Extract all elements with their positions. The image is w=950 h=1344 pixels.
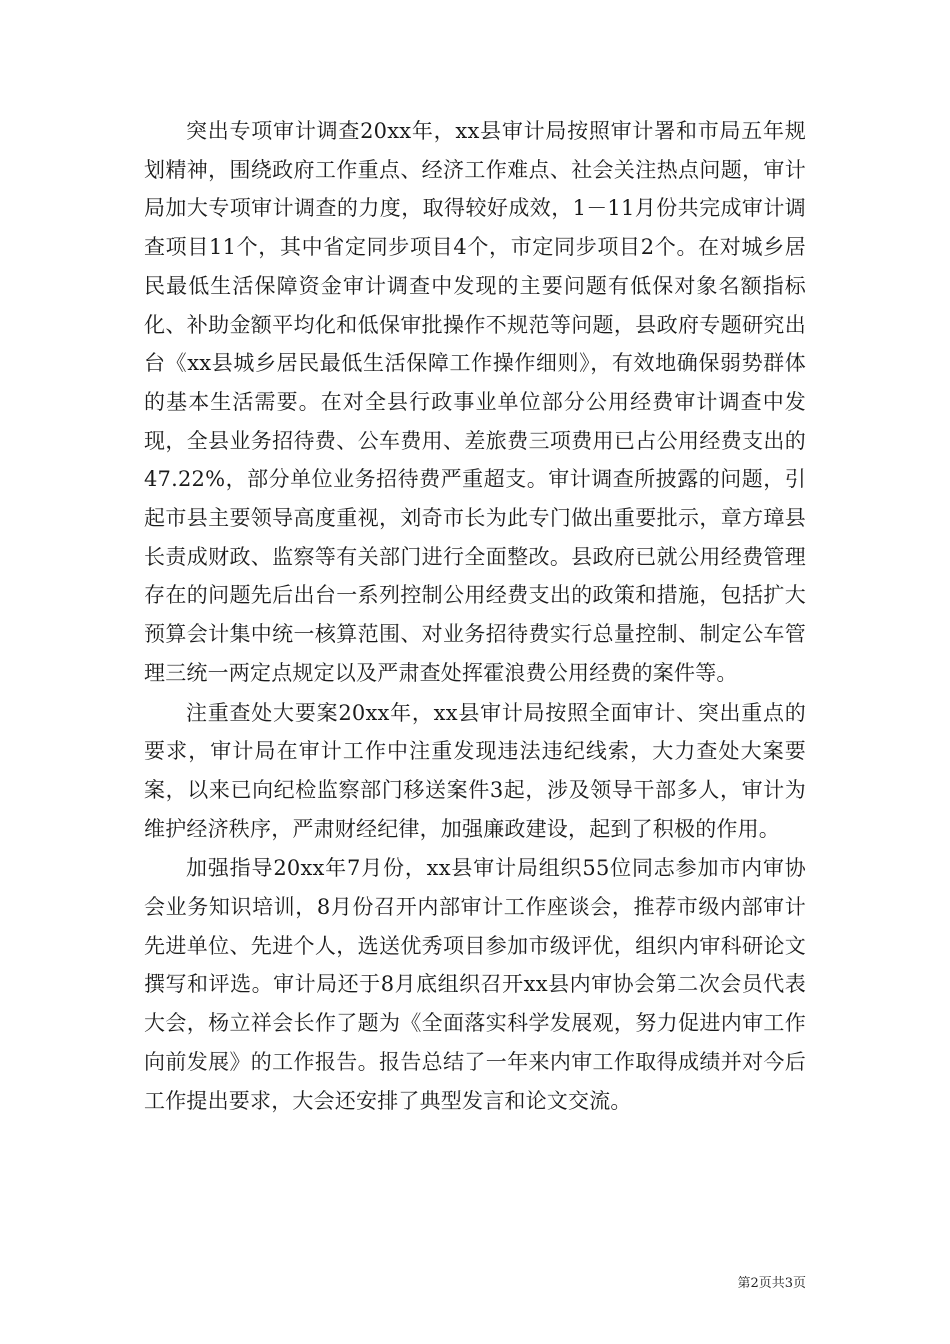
document-body	[144, 112, 806, 1121]
paragraph-guidance: 加强指导20xx年7月份，xx县审计局组织55位同志参加市内审协会业务知识培训，8月份召开内部审计工作座谈会，推荐市级内部审计先进单位、先进个人，选送优秀项目参加市级评优，组织内审科研论文撰写和评选。审计局还于8月底组织召开xx县内审协会第二次会员代表大会，杨立祥会长作了题为《全面落实科学发展观，努力促进内审工作向前发展》的工作报告。报告总结了一年来内审工作取得成绩并对今后工作提出要求，大会还安排了典型发言和论文交流。	[144, 856, 806, 1113]
paragraph-major-cases: 注重查处大要案20xx年，xx县审计局按照全面审计、突出重点的要求，审计局在审计工作中注重发现违法违纪线索，大力查处大案要案，以来已向纪检监察部门移送案件3起，涉及领导干部多人，审计为维护经济秩序，严肃财经纪律，加强廉政建设，起到了积极的作用。	[144, 700, 806, 841]
paragraph-special-audit: 突出专项审计调查20xx年，xx县审计局按照审计署和市局五年规划精神，围绕政府工作重点、经济工作难点、社会关注热点问题，审计局加大专项审计调查的力度，取得较好成效，1－11月份共完成审计调查项目11个，其中省定同步项目4个，市定同步项目2个。在对城乡居民最低生活保障资金审计调查中发现的主要问题有低保对象名额指标化、补助金额平均化和低保审批操作不规范等问题，县政府专题研究出台《xx县城乡居民最低生活保障工作操作细则》，有效地确保弱势群体的基本生活需要。在对全县行政事业单位部分公用经费审计调查中发现，全县业务招待费、公车费用、差旅费三项费用已占公用经费支出的47.22%，部分单位业务招待费严重超支。审计调查所披露的问题，引起市县主要领导高度重视，刘奇市长为此专门做出重要批示，章方璋县长责成财政、监察等有关部门进行全面整改。县政府已就公用经费管理存在的问题先后出台一系列控制公用经费支出的政策和措施，包括扩大预算会计集中统一核算范围、对业务招待费实行总量控制、制定公车管理三统一两定点规定以及严肃查处挥霍浪费公用经费的案件等。	[144, 119, 806, 685]
page-number: 第2页共3页	[737, 1276, 806, 1291]
